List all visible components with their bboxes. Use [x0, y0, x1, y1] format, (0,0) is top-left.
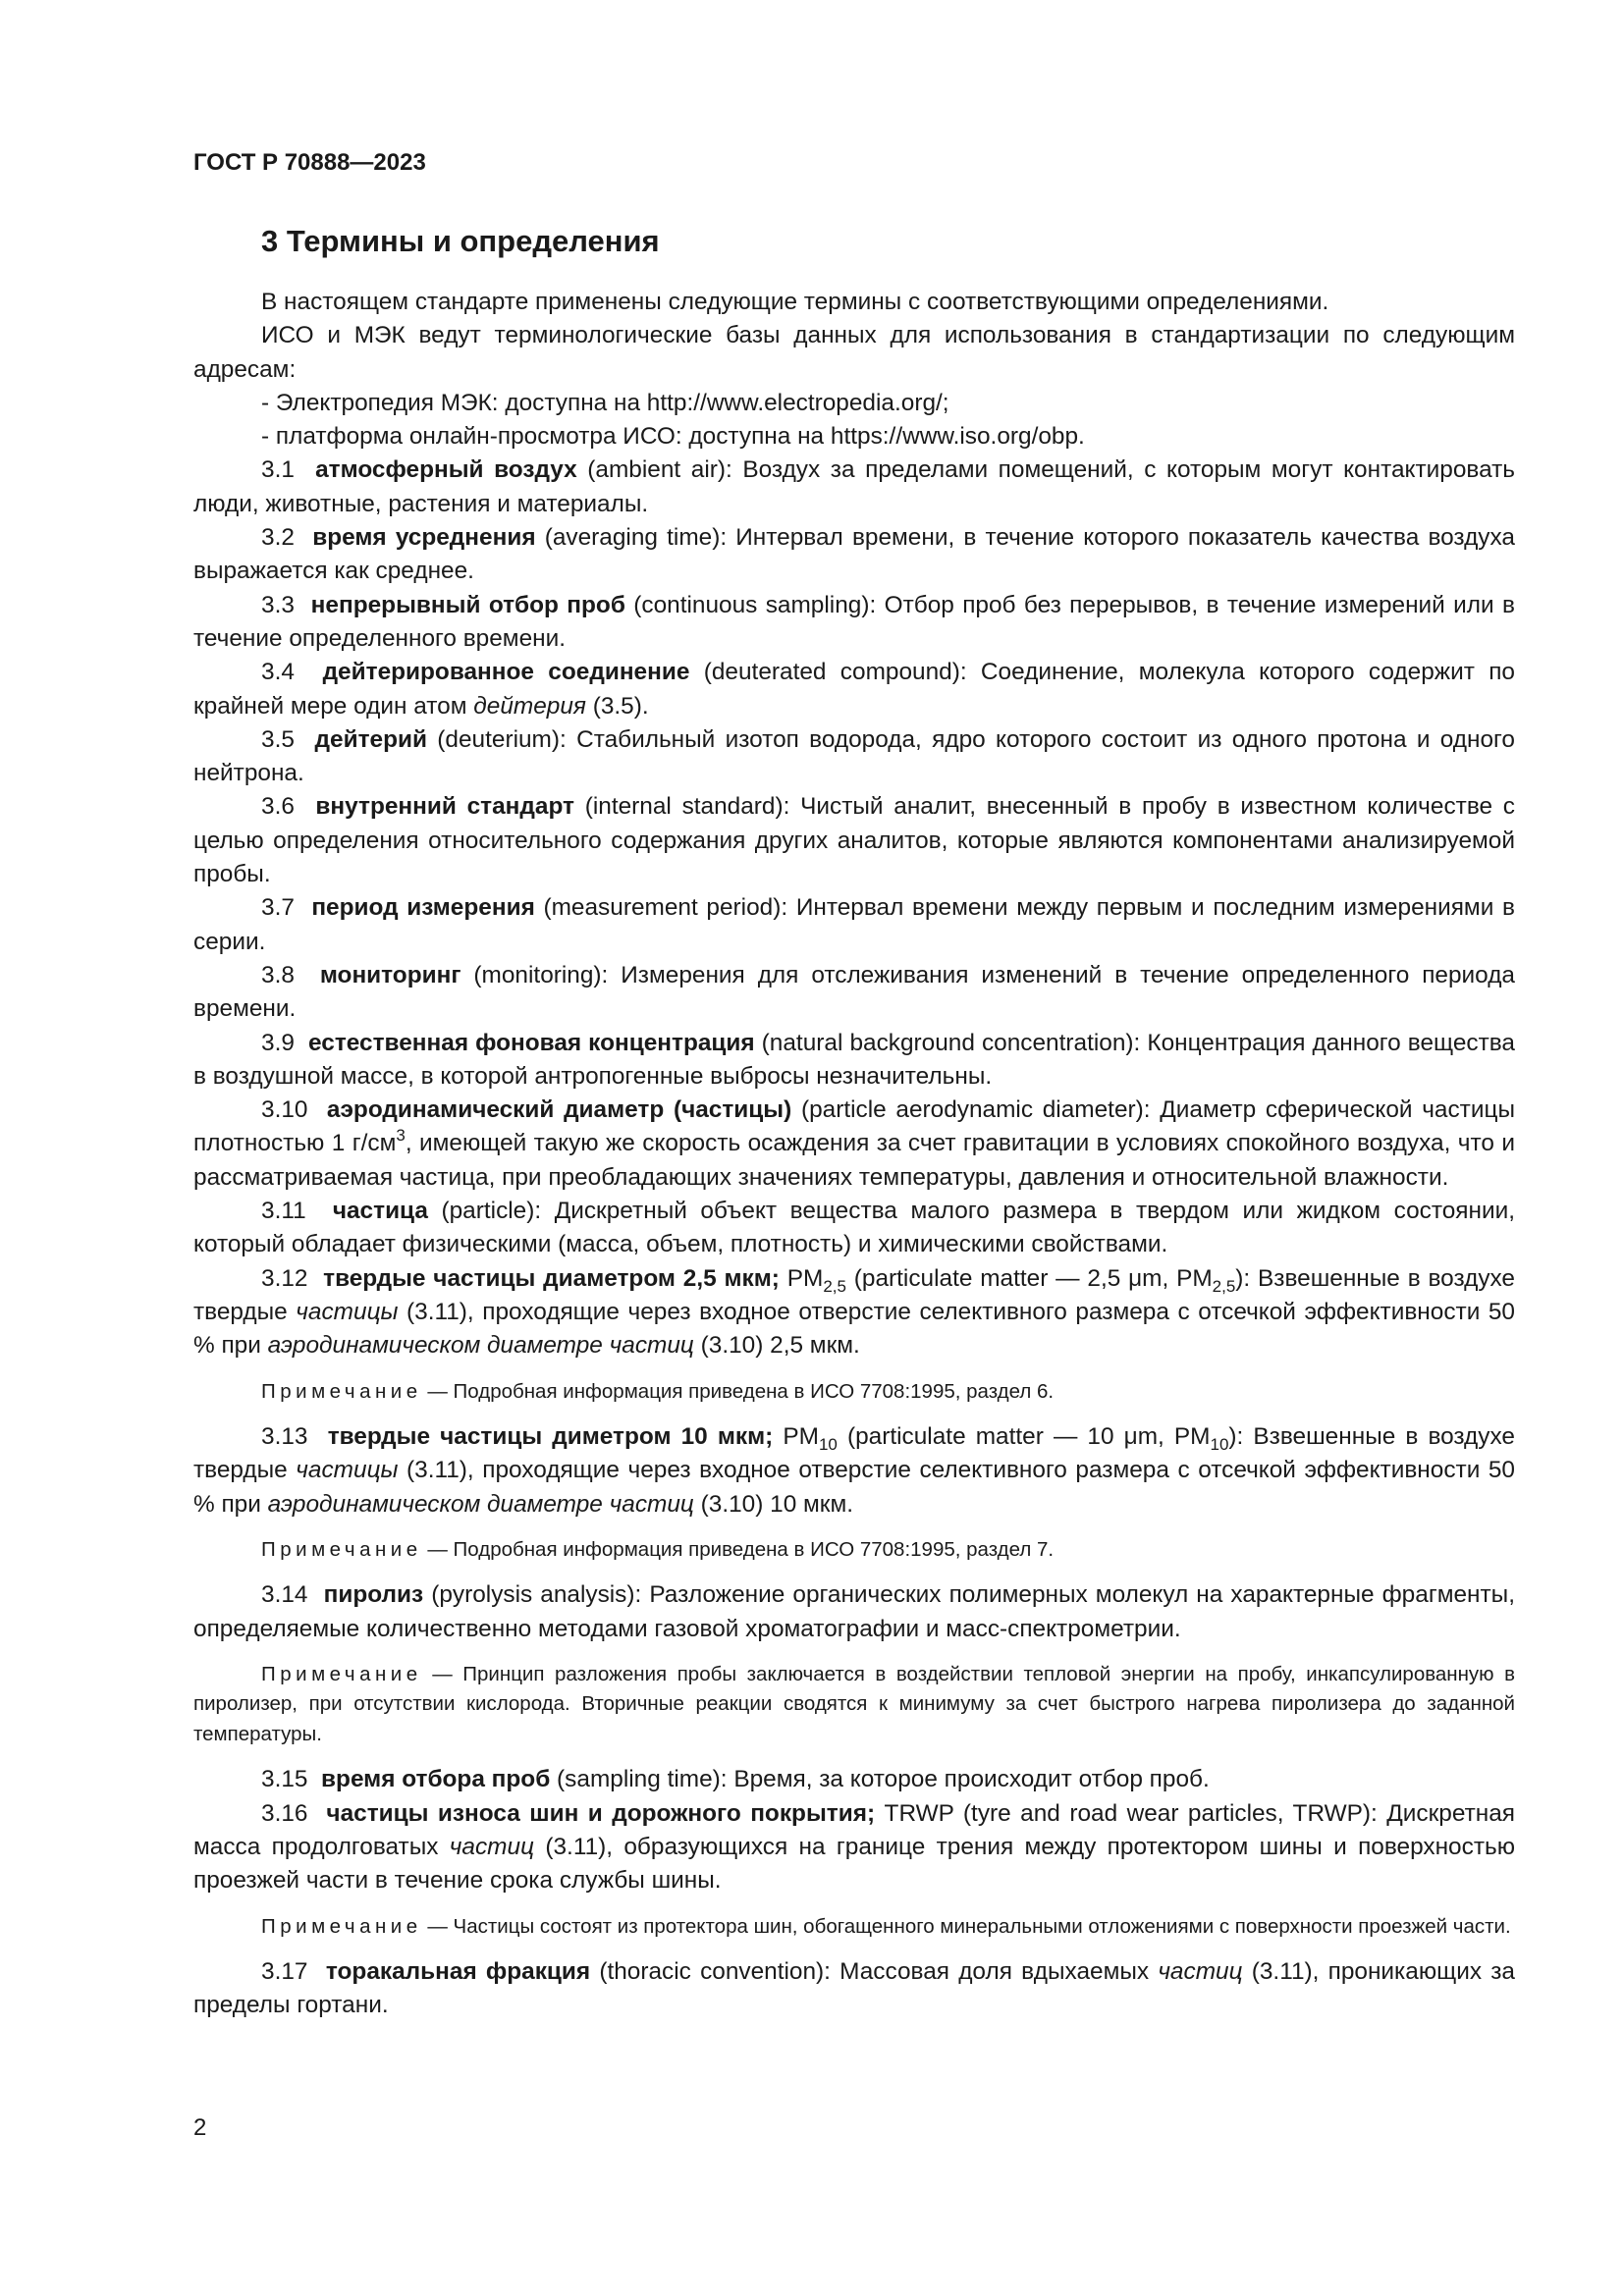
term-name: пиролиз — [323, 1581, 424, 1609]
term-3-6: 3.6 внутренний стандарт (internal standard): Чистый аналит, внесенный в пробу в известном количестве с целью определения относительного содержания других аналитов, которые являются компонентами анализируемой пробы. — [193, 793, 1515, 888]
term-3-11: 3.11 частица (particle): Дискретный объект вещества малого размера в твердом или жидком состоянии, который обладает физическими (масса, объем, плотность) и химическими свойствами. — [193, 1198, 1515, 1258]
term-3-5: 3.5 дейтерий (deuterium): Стабильный изотоп водорода, ядро которого состоит из одного протона и одного нейтрона. — [193, 725, 1515, 787]
term-reference: аэродинамическом диаметре частиц — [267, 1332, 694, 1360]
term-3-2: 3.2 время усреднения (averaging time): Интервал времени, в течение которого показатель качества воздуха выражается как среднее. — [193, 524, 1515, 585]
term-3-14: 3.14 пиролиз (pyrolysis analysis): Разложение органических полимерных молекул на характерные фрагменты, определяемые количественно методами газовой хроматографии и масс-спектрометрии. — [193, 1581, 1515, 1642]
note-label: Примечание — [261, 1537, 422, 1561]
term-name: дейтерированное соединение — [322, 659, 690, 686]
page-number: 2 — [193, 2114, 207, 2141]
term-reference: аэродинамическом диаметре частиц — [267, 1490, 694, 1518]
term-3-13: 3.13 твердые частицы диметром 10 мкм; $PM_{10}$ (particulate matter — 10 μm, $PM_{10}$): Взвешенные в воздухе твердые частицы (3.11), проходящие через входное отверстие селективного размера с отсечкой эффективности 50 % при аэродинамическом диаметре частиц (3.10) 10 мкм. — [193, 1423, 1515, 1518]
term-name: внутренний стандарт — [315, 793, 574, 821]
term-name: торакальная фракция — [325, 1958, 591, 1986]
term-3-9: 3.9 естественная фоновая концентрация (natural background concentration): Концентрация данного вещества в воздушной массе, в которой антропогенные выбросы незначительны. — [193, 1029, 1515, 1090]
term-reference: частиц — [449, 1834, 535, 1861]
term-name: период измерения — [311, 894, 535, 922]
note-label: Примечание — [261, 1914, 422, 1938]
term-3-17: 3.17 торакальная фракция (thoracic convention): Массовая доля вдыхаемых частиц (3.11), проникающих за пределы гортани. — [193, 1958, 1515, 2019]
term-name: дейтерий — [314, 725, 427, 753]
term-3-3: 3.3 непрерывный отбор проб (continuous sampling): Отбор проб без перерывов, в течение измерений или в течение определенного времени. — [193, 591, 1515, 652]
intro-paragraph: ИСО и МЭК ведут терминологические базы данных для использования в стандартизации по следующим адресам: — [193, 322, 1515, 383]
intro-list-item: - Электропедия МЭК: доступна на http://www.electropedia.org/; — [261, 389, 949, 416]
term-name: аэродинамический диаметр (частицы) — [326, 1096, 792, 1124]
term-3-4: 3.4 дейтерированное соединение (deuterated compound): Соединение, молекула которого содержит по крайней мере один атом дейтерия (3.5). — [193, 659, 1515, 720]
term-3-1: 3.1 атмосферный воздух (ambient air): Воздух за пределами помещений, с которым могут контактировать люди, животные, растения и материалы. — [193, 456, 1515, 517]
section-body — [193, 286, 1515, 2023]
term-3-16: 3.16 частицы износа шин и дорожного покрытия; TRWP (tyre and road wear particles, TRWP): Дискретная масса продолговатых частиц (3.11), образующихся на границе трения между протектором шины и поверхностью проезжей части в течение срока службы шины. — [193, 1799, 1516, 1895]
term-reference: частицы — [296, 1298, 399, 1325]
note-3-12: Примечание — Подробная информация приведена в ИСО 7708:1995, раздел 6. — [261, 1379, 1055, 1403]
term-3-15: 3.15 время отбора проб (sampling time): Время, за которое происходит отбор проб. — [261, 1766, 1210, 1793]
section-title: 3 Термины и определения — [261, 224, 660, 258]
term-reference: дейтерия — [473, 692, 586, 720]
term-name: время усреднения — [312, 524, 536, 552]
term-name: мониторинг — [319, 961, 461, 988]
term-name: частицы износа шин и дорожного покрытия; — [326, 1799, 876, 1827]
note-3-16: Примечание — Частицы состоят из протектора шин, обогащенного минеральными отложениями с поверхности проезжей части. — [261, 1914, 1511, 1938]
note-label: Примечание — [261, 1662, 422, 1685]
intro-list-item: - платформа онлайн-просмотра ИСО: доступна на https://www.iso.org/obp. — [261, 423, 1085, 451]
term-name: естественная фоновая концентрация — [308, 1029, 755, 1056]
term-name: непрерывный отбор проб — [310, 591, 625, 618]
note-3-14: Примечание — Принцип разложения пробы заключается в воздействии тепловой энергии на пробу, инкапсулированную в пиролизер, при отсутствии кислорода. Вторичные реакции сводятся к минимуму за счет быстрого нагрева пиролизера до заданной температуры. — [193, 1662, 1515, 1745]
term-name: время отбора проб — [321, 1766, 551, 1793]
note-label: Примечание — [261, 1379, 422, 1403]
term-3-8: 3.8 мониторинг (monitoring): Измерения для отслеживания изменений в течение определенного периода времени. — [193, 961, 1515, 1023]
term-3-10: 3.10 аэродинамический диаметр (частицы) (particle aerodynamic diameter): Диаметр сферической частицы плотностью 1 $г/см^3$, имеющей такую же скорость осаждения за счет гравитации в условиях спокойного воздуха, что и рассматриваемая частица, при преобладающих значениях температуры, давления и относительной влажности. — [193, 1096, 1515, 1191]
intro-paragraph: В настоящем стандарте применены следующие термины с соответствующими определениями. — [261, 289, 1329, 315]
note-3-13: Примечание — Подробная информация приведена в ИСО 7708:1995, раздел 7. — [261, 1537, 1055, 1561]
term-name: атмосферный воздух — [315, 456, 577, 484]
term-reference: частицы — [296, 1457, 399, 1484]
term-3-12: 3.12 твердые частицы диаметром 2,5 мкм; $PM_{2,5}$ (particulate matter — 2,5 μm, $PM_{2,5}$): Взвешенные в воздухе твердые частицы (3.11), проходящие через входное отверстие селективного размера с отсечкой эффективности 50 % при аэродинамическом диаметре частиц (3.10) 2,5 мкм. — [193, 1264, 1515, 1360]
term-3-7: 3.7 период измерения (measurement period): Интервал времени между первым и последним измерениями в серии. — [193, 894, 1515, 955]
term-reference: частиц — [1158, 1958, 1243, 1986]
term-name: твердые частицы диаметром 2,5 мкм; — [323, 1264, 780, 1292]
term-name: частица — [332, 1198, 428, 1225]
term-name: твердые частицы диметром 10 мкм; — [327, 1423, 774, 1450]
document-id: ГОСТ Р 70888—2023 — [193, 149, 426, 176]
